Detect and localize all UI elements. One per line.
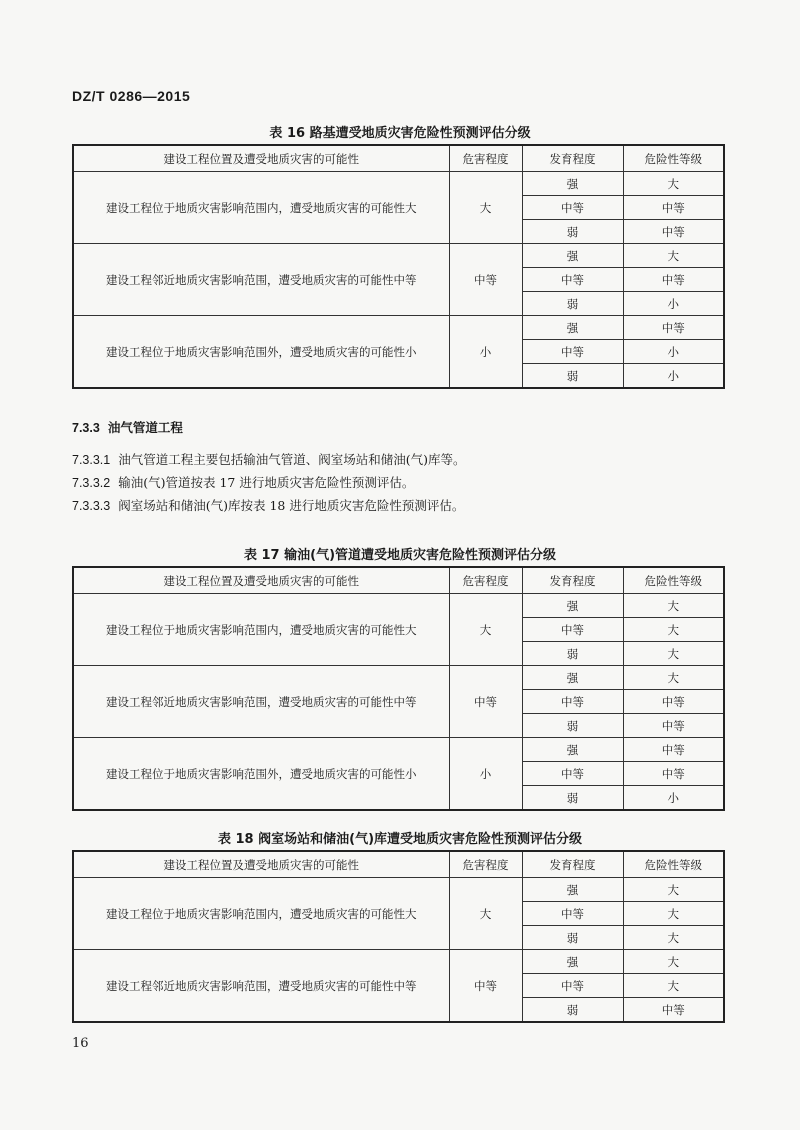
clause-item: [72, 473, 414, 491]
condition-cell: 建设工程邻近地质灾害影响范围，遭受地质灾害的可能性中等: [73, 666, 449, 738]
table-row: [73, 316, 724, 340]
clause-number: 7.3.3.2: [72, 476, 111, 490]
risk-level-cell: 中等: [623, 714, 724, 738]
table-row: [73, 666, 724, 690]
development-degree-cell: 中等: [522, 690, 623, 714]
development-degree-cell: 强: [522, 666, 623, 690]
risk-level-cell: 中等: [623, 690, 724, 714]
clause-text: 阀室场站和储油(气)库按表 18 进行地质灾害危险性预测评估。: [118, 498, 465, 513]
development-degree-cell: 强: [522, 316, 623, 340]
condition-cell: 建设工程位于地质灾害影响范围外，遭受地质灾害的可能性小: [73, 316, 449, 389]
condition-cell: 建设工程位于地质灾害影响范围内，遭受地质灾害的可能性大: [73, 594, 449, 666]
clause-text: 输油(气)管道按表 17 进行地质灾害危险性预测评估。: [118, 475, 415, 490]
harm-degree-cell: 中等: [449, 950, 522, 1023]
development-degree-cell: 中等: [522, 340, 623, 364]
table-row: [73, 738, 724, 762]
development-degree-cell: 强: [522, 244, 623, 268]
risk-level-cell: 小: [623, 364, 724, 389]
clause-text: 油气管道工程主要包括输油气管道、阀室场站和储油(气)库等。: [118, 452, 466, 467]
risk-level-cell: 大: [623, 878, 724, 902]
development-degree-cell: 弱: [522, 220, 623, 244]
risk-level-cell: 中等: [623, 762, 724, 786]
risk-level-cell: 大: [623, 666, 724, 690]
risk-level-cell: 小: [623, 340, 724, 364]
table-row: [73, 878, 724, 902]
development-degree-cell: 中等: [522, 762, 623, 786]
table-row: [73, 244, 724, 268]
table-row: [73, 594, 724, 618]
table-18-caption: 表 18 阀室场站和储油(气)库遭受地质灾害危险性预测评估分级: [217, 832, 583, 847]
development-degree-cell: 强: [522, 172, 623, 196]
harm-degree-cell: 中等: [449, 244, 522, 316]
table-17-caption: 表 17 输油(气)管道遭受地质灾害危险性预测评估分级: [243, 548, 557, 563]
risk-level-cell: 小: [623, 786, 724, 811]
clause-item: [72, 450, 466, 468]
harm-degree-cell: 中等: [449, 666, 522, 738]
risk-level-cell: 中等: [623, 268, 724, 292]
header-condition: 建设工程位置及遭受地质灾害的可能性: [73, 567, 449, 594]
development-degree-cell: 弱: [522, 998, 623, 1023]
header-condition: 建设工程位置及遭受地质灾害的可能性: [73, 145, 449, 172]
risk-level-cell: 中等: [623, 738, 724, 762]
development-degree-cell: 弱: [522, 926, 623, 950]
header-harm-degree: 危害程度: [449, 145, 522, 172]
page-number: 16: [72, 1036, 89, 1051]
risk-level-cell: 大: [623, 974, 724, 998]
risk-level-cell: 中等: [623, 998, 724, 1023]
development-degree-cell: 中等: [522, 902, 623, 926]
table-17: [72, 566, 725, 811]
header-development-degree: 发育程度: [522, 567, 623, 594]
clause-item: [72, 496, 464, 514]
condition-cell: 建设工程位于地质灾害影响范围内，遭受地质灾害的可能性大: [73, 172, 449, 244]
risk-level-cell: 大: [623, 642, 724, 666]
harm-degree-cell: 小: [449, 316, 522, 389]
table-header-row: [73, 567, 724, 594]
development-degree-cell: 强: [522, 878, 623, 902]
section-heading-number: 7.3.3: [72, 421, 100, 435]
development-degree-cell: 弱: [522, 714, 623, 738]
risk-level-cell: 大: [623, 950, 724, 974]
standard-code-header: DZ/T 0286—2015: [72, 88, 191, 104]
table-header-row: [73, 145, 724, 172]
risk-level-cell: 中等: [623, 220, 724, 244]
development-degree-cell: 中等: [522, 268, 623, 292]
risk-level-cell: 小: [623, 292, 724, 316]
harm-degree-cell: 小: [449, 738, 522, 811]
condition-cell: 建设工程邻近地质灾害影响范围，遭受地质灾害的可能性中等: [73, 950, 449, 1023]
development-degree-cell: 强: [522, 594, 623, 618]
risk-level-cell: 大: [623, 926, 724, 950]
clause-number: 7.3.3.1: [72, 453, 111, 467]
risk-level-cell: 大: [623, 244, 724, 268]
table-header-row: [73, 851, 724, 878]
development-degree-cell: 弱: [522, 292, 623, 316]
harm-degree-cell: 大: [449, 878, 522, 950]
section-heading: [72, 418, 183, 436]
header-risk-level: 危险性等级: [623, 567, 724, 594]
risk-level-cell: 大: [623, 902, 724, 926]
risk-level-cell: 中等: [623, 196, 724, 220]
condition-cell: 建设工程位于地质灾害影响范围外，遭受地质灾害的可能性小: [73, 738, 449, 811]
risk-level-cell: 大: [623, 172, 724, 196]
development-degree-cell: 弱: [522, 642, 623, 666]
development-degree-cell: 中等: [522, 974, 623, 998]
development-degree-cell: 中等: [522, 618, 623, 642]
condition-cell: 建设工程邻近地质灾害影响范围，遭受地质灾害的可能性中等: [73, 244, 449, 316]
harm-degree-cell: 大: [449, 172, 522, 244]
development-degree-cell: 强: [522, 950, 623, 974]
header-development-degree: 发育程度: [522, 851, 623, 878]
table-16: [72, 144, 725, 389]
development-degree-cell: 强: [522, 738, 623, 762]
clause-number: 7.3.3.3: [72, 499, 111, 513]
harm-degree-cell: 大: [449, 594, 522, 666]
section-heading-text: 油气管道工程: [107, 420, 183, 435]
header-harm-degree: 危害程度: [449, 567, 522, 594]
table-18: [72, 850, 725, 1023]
header-risk-level: 危险性等级: [623, 145, 724, 172]
condition-cell: 建设工程位于地质灾害影响范围内，遭受地质灾害的可能性大: [73, 878, 449, 950]
development-degree-cell: 弱: [522, 364, 623, 389]
table-16-caption: 表 16 路基遭受地质灾害危险性预测评估分级: [269, 126, 531, 141]
header-development-degree: 发育程度: [522, 145, 623, 172]
development-degree-cell: 中等: [522, 196, 623, 220]
risk-level-cell: 大: [623, 618, 724, 642]
development-degree-cell: 弱: [522, 786, 623, 811]
header-harm-degree: 危害程度: [449, 851, 522, 878]
risk-level-cell: 大: [623, 594, 724, 618]
header-condition: 建设工程位置及遭受地质灾害的可能性: [73, 851, 449, 878]
table-row: [73, 172, 724, 196]
risk-level-cell: 中等: [623, 316, 724, 340]
table-row: [73, 950, 724, 974]
header-risk-level: 危险性等级: [623, 851, 724, 878]
